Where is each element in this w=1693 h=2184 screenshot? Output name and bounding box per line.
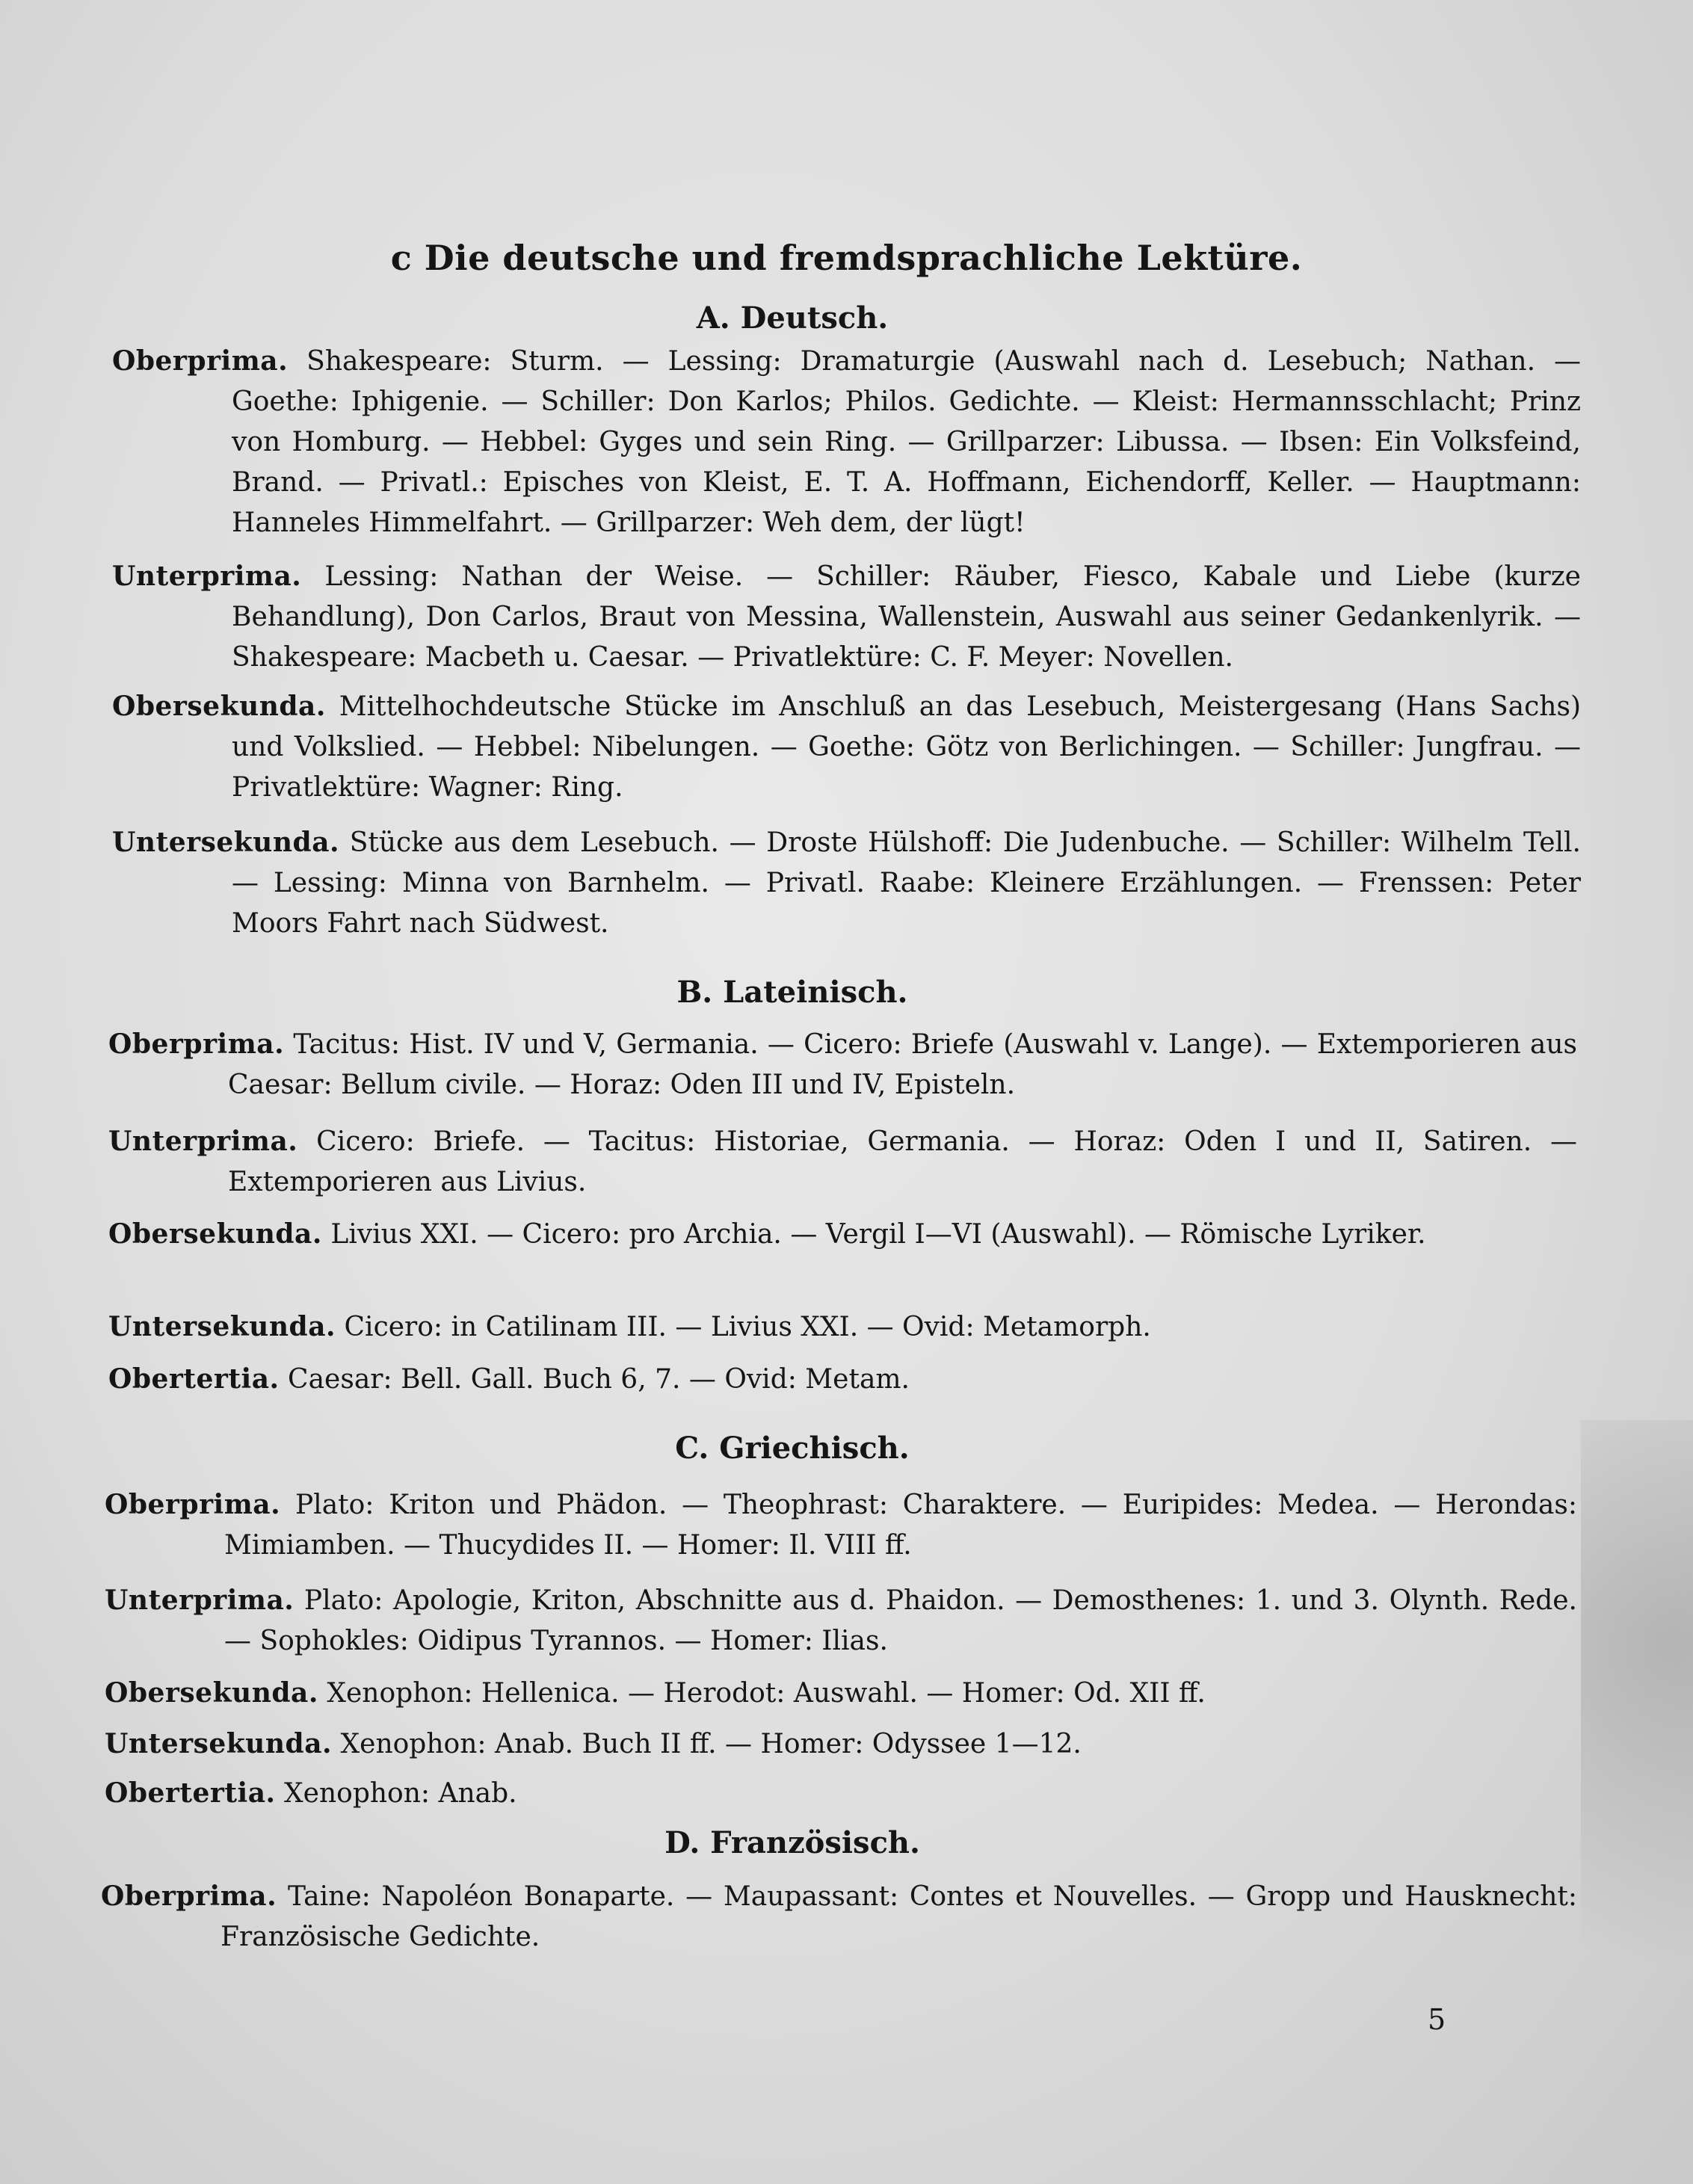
entry-text: Caesar: Bell. Gall. Buch 6, 7. — Ovid: Metam.: [288, 1364, 910, 1395]
entry-text: Plato: Kriton und Phädon. — Theophrast: Charaktere. — Euripides: Medea. — Herondas: Mimiamben. — Thucydides II. — Homer: Il. VIII ff.: [224, 1490, 1577, 1561]
grade-label: Unterprima.: [105, 1585, 294, 1616]
entry-latein-unterprima: [108, 1121, 1577, 1203]
grade-label: Obertertia.: [105, 1777, 276, 1809]
page-number: 5: [1428, 2003, 1446, 2036]
entry-latein-obertertia: [108, 1359, 1577, 1400]
entry-text: Plato: Apologie, Kriton, Abschnitte aus d. Phaidon. — Demosthenes: 1. und 3. Olynth. Rede. — Sophokles: Oidipus Tyrannos. — Homer: Ilias.: [224, 1585, 1577, 1656]
grade-label: Obersekunda.: [108, 1218, 322, 1250]
entry-text: Lessing: Nathan der Weise. — Schiller: Räuber, Fiesco, Kabale und Liebe (kurze Behandlung), Don Carlos, Braut von Messina, Wallenstein, Auswahl aus seiner Gedankenlyrik. — Shakespeare: Macbeth u. Caesar. — Privatlektüre: C. F. Meyer: Novellen.: [232, 561, 1581, 673]
entry-text: Shakespeare: Sturm. — Lessing: Dramaturgie (Auswahl nach d. Lesebuch; Nathan. — Goethe: Iphigenie. — Schiller: Don Karlos; Philos. Gedichte. — Kleist: Hermannsschlacht; Prinz von Homburg. — Hebbel: Gyges und sein Ring. — Grillparzer: Libussa. — Ibsen: Ein Volksfeind, Brand. — Privatl.: Episches von Kleist, E. T. A. Hoffmann, Eichendorff, Keller. — Hauptmann: Hanneles Himmelfahrt. — Grillparzer: Weh dem, der lügt!: [232, 346, 1581, 538]
page-title: c Die deutsche und fremdsprachliche Lektüre.: [390, 238, 1303, 278]
grade-label: Unterprima.: [112, 561, 302, 592]
entry-text: Cicero: Briefe. — Tacitus: Historiae, Germania. — Horaz: Oden I und II, Satiren. — Extemporieren aus Livius.: [228, 1126, 1577, 1197]
entry-latein-oberprima: [108, 1024, 1577, 1105]
entry-text: Xenophon: Anab. Buch II ff. — Homer: Odyssee 1—12.: [340, 1729, 1082, 1759]
entry-text: Cicero: in Catilinam III. — Livius XXI. — Ovid: Metamorph.: [344, 1312, 1151, 1342]
entry-latein-untersekunda: [108, 1307, 1577, 1348]
entry-griechisch-obersekunda: [105, 1673, 1577, 1714]
entry-deutsch-obersekunda: [112, 686, 1581, 808]
entry-latein-obersekunda: [108, 1214, 1577, 1255]
grade-label: Oberprima.: [112, 345, 289, 377]
entry-griechisch-oberprima: [105, 1484, 1577, 1566]
entry-deutsch-untersekunda: [112, 822, 1581, 944]
entry-text: Stücke aus dem Lesebuch. — Droste Hülshoff: Die Judenbuche. — Schiller: Wilhelm Tell. — Lessing: Minna von Barnhelm. — Privatl. Raabe: Kleinere Erzählungen. — Frenssen: Peter Moors Fahrt nach Südwest.: [232, 827, 1581, 939]
grade-label: Untersekunda.: [108, 1311, 336, 1342]
section-heading-deutsch: A. Deutsch.: [696, 300, 889, 336]
entry-text: Taine: Napoléon Bonaparte. — Maupassant: Contes et Nouvelles. — Gropp und Hausknecht: Französische Gedichte.: [221, 1881, 1577, 1952]
entry-deutsch-oberprima: [112, 341, 1581, 543]
grade-label: Oberprima.: [101, 1881, 277, 1912]
entry-text: Mittelhochdeutsche Stücke im Anschluß an das Lesebuch, Meistergesang (Hans Sachs) und Volkslied. — Hebbel: Nibelungen. — Goethe: Götz von Berlichingen. — Schiller: Jungfrau. — Privatlektüre: Wagner: Ring.: [232, 691, 1581, 803]
grade-label: Untersekunda.: [112, 827, 340, 858]
entry-franzoesisch-oberprima: [101, 1876, 1577, 1958]
grade-label: Obersekunda.: [112, 691, 326, 722]
paper-texture: [1581, 1420, 1693, 2168]
entry-text: Xenophon: Anab.: [284, 1778, 517, 1809]
section-heading-griechisch: C. Griechisch.: [675, 1431, 910, 1466]
entry-text: Tacitus: Hist. IV und V, Germania. — Cicero: Briefe (Auswahl v. Lange). — Extemporieren aus Caesar: Bellum civile. — Horaz: Oden III und IV, Episteln.: [228, 1029, 1577, 1100]
entry-griechisch-obertertia: [105, 1773, 1577, 1814]
entry-text: Livius XXI. — Cicero: pro Archia. — Vergil I—VI (Auswahl). — Römische Lyriker.: [330, 1219, 1426, 1250]
entry-griechisch-untersekunda: [105, 1724, 1577, 1765]
grade-label: Obersekunda.: [105, 1677, 318, 1709]
grade-label: Obertertia.: [108, 1363, 280, 1395]
grade-label: Untersekunda.: [105, 1728, 333, 1759]
entry-griechisch-unterprima: [105, 1580, 1577, 1662]
section-heading-lateinisch: B. Lateinisch.: [676, 975, 908, 1010]
section-heading-franzoesisch: D. Französisch.: [664, 1825, 920, 1860]
grade-label: Oberprima.: [105, 1489, 281, 1520]
entry-deutsch-unterprima: [112, 556, 1581, 678]
grade-label: Oberprima.: [108, 1028, 285, 1060]
entry-text: Xenophon: Hellenica. — Herodot: Auswahl. — Homer: Od. XII ff.: [327, 1678, 1206, 1709]
grade-label: Unterprima.: [108, 1126, 298, 1157]
